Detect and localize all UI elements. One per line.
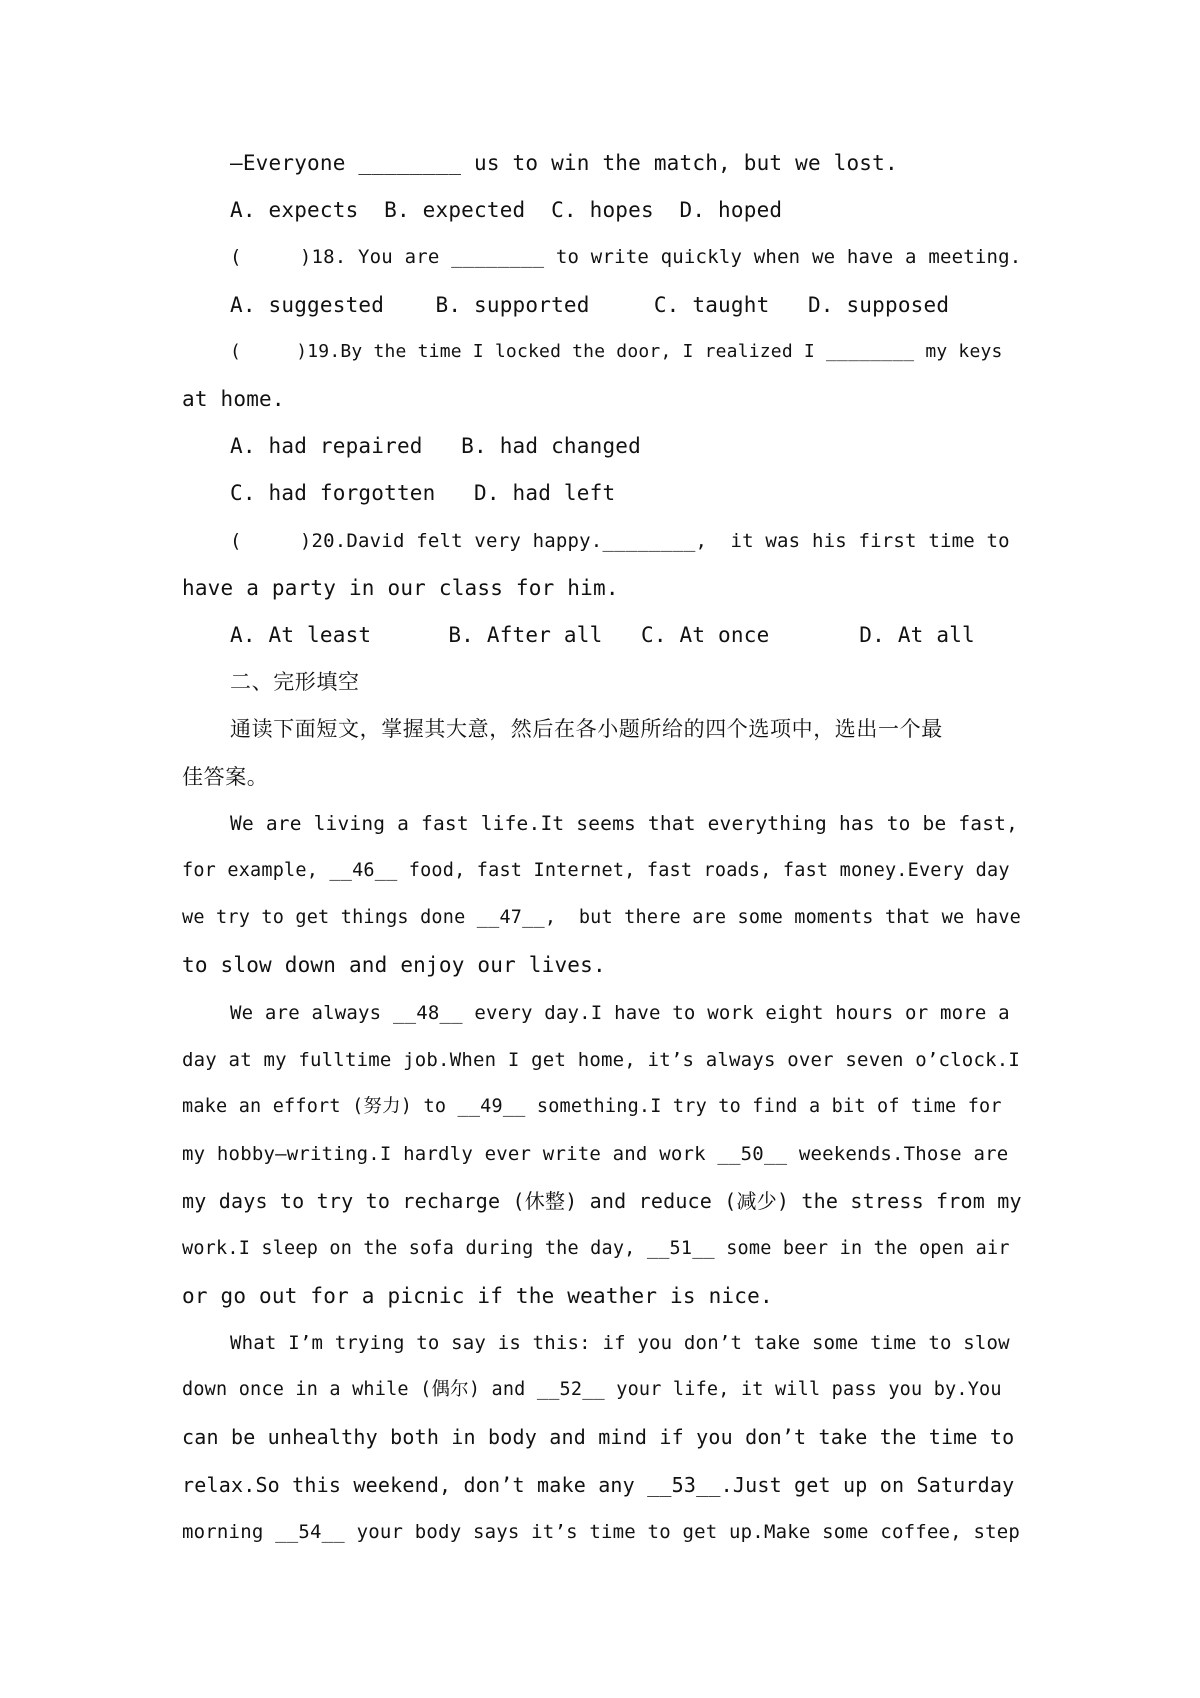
text-line-q19-stem-cont: at home. <box>182 387 285 411</box>
text-line-instructions: 通读下面短文，掌握其大意，然后在各小题所给的四个选项中，选出一个最 <box>230 717 943 741</box>
text-line-p2-5: my days to try to recharge (休整) and reduce (减少) the stress from my <box>182 1189 1022 1213</box>
text-line-p2-6: work.I sleep on the sofa during the day, __51__ some beer in the open air <box>182 1238 1010 1259</box>
section-heading-cloze: 二、完形填空 <box>230 670 360 694</box>
text-line-p2-1: We are always __48__ every day.I have to work eight hours or more a <box>230 1002 1010 1024</box>
text-line-p1-4: to slow down and enjoy our lives. <box>182 953 606 977</box>
text-line-p2-4: my hobby—writing.I hardly ever write and work __50__ weekends.Those are <box>182 1143 1009 1165</box>
text-line-instructions-cont: 佳答案。 <box>182 765 269 789</box>
text-line-p2-2: day at my fulltime job.When I get home, it’s always over seven o’clock.I <box>182 1049 1021 1071</box>
text-line-q20-stem: ( )20.David felt very happy.________, it was his first time to <box>230 530 1010 552</box>
text-line-p1-1: We are living a fast life.It seems that everything has to be fast, <box>230 812 1019 835</box>
text-line-p3-2: down once in a while (偶尔) and __52__ your life, it will pass you by.You <box>182 1379 1002 1400</box>
text-line-q19-options-ab: A. had repaired B. had changed <box>230 434 641 458</box>
text-line-p3-4: relax.So this weekend, don’t make any __53__.Just get up on Saturday <box>182 1473 1015 1497</box>
text-line-q18-stem: ( )18. You are ________ to write quickly when we have a meeting. <box>230 246 1022 268</box>
text-line-q20-stem-cont: have a party in our class for him. <box>182 576 619 600</box>
text-line-q17-stem: —Everyone ________ us to win the match, but we lost. <box>230 151 898 175</box>
text-line-q17-options: A. expects B. expected C. hopes D. hoped <box>230 198 783 222</box>
text-line-q20-options: A. At least B. After all C. At once D. At all <box>230 623 975 647</box>
text-line-p3-3: can be unhealthy both in body and mind if you don’t take the time to <box>182 1425 1015 1449</box>
text-line-p3-5: morning __54__ your body says it’s time to get up.Make some coffee, step <box>182 1521 1021 1543</box>
text-line-q18-options: A. suggested B. supported C. taught D. supposed <box>230 293 950 317</box>
text-line-q19-options-cd: C. had forgotten D. had left <box>230 481 616 505</box>
text-line-p1-2: for example, __46__ food, fast Internet, fast roads, fast money.Every day <box>182 860 1010 881</box>
text-line-q19-stem: ( )19.By the time I locked the door, I realized I ________ my keys <box>230 341 1003 362</box>
text-line-p3-1: What I’m trying to say is this: if you don’t take some time to slow <box>230 1332 1010 1354</box>
text-line-p2-3: make an effort (努力) to __49__ something.I try to find a bit of time for <box>182 1096 1002 1117</box>
text-line-p1-3: we try to get things done __47__, but there are some moments that we have <box>182 907 1022 928</box>
text-line-p2-7: or go out for a picnic if the weather is nice. <box>182 1284 773 1308</box>
